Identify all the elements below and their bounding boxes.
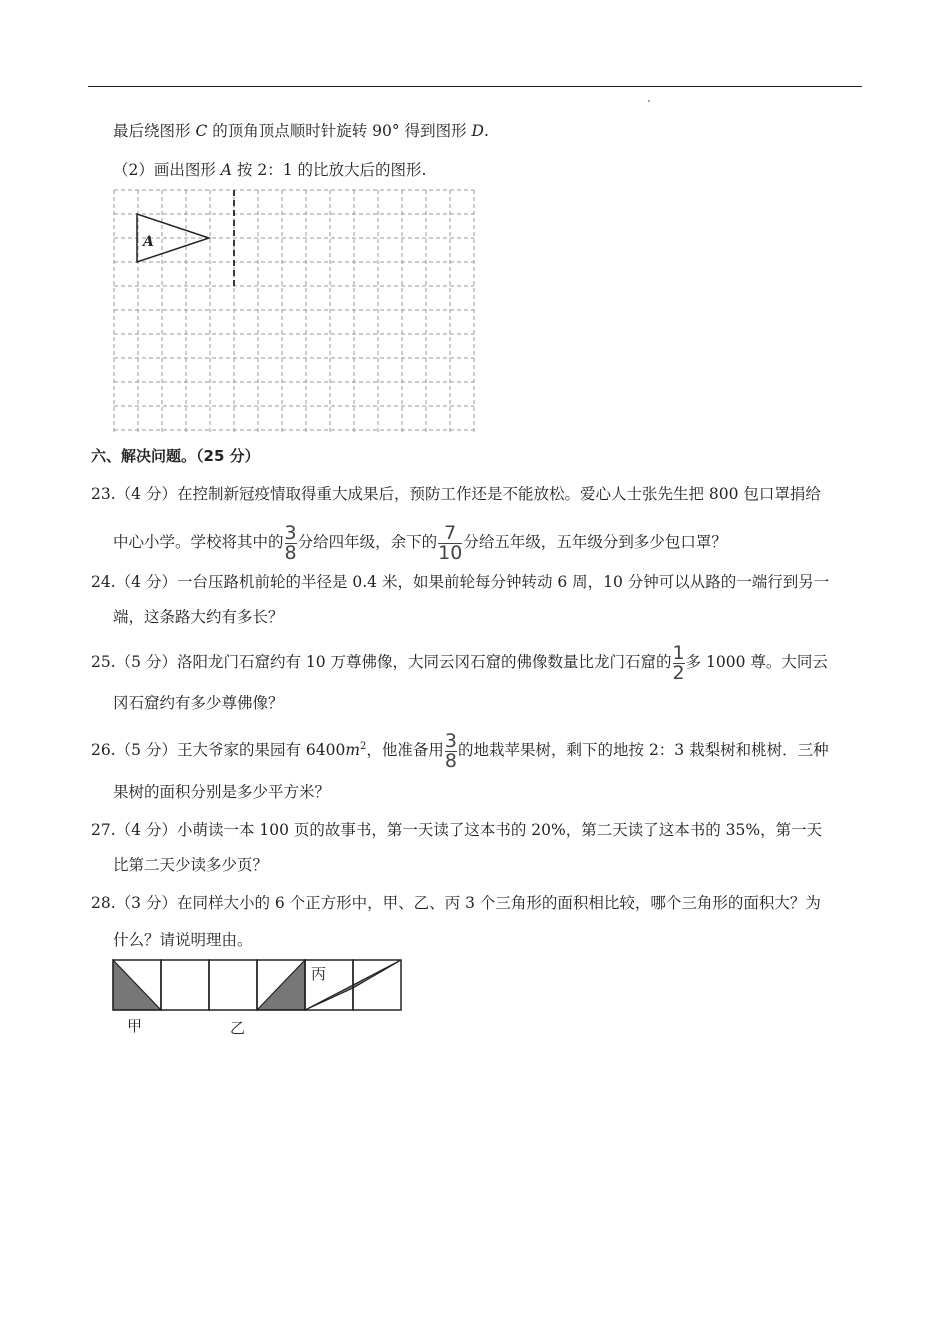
label-yi: 乙	[230, 1019, 246, 1037]
fraction-3-8: $\frac{3}{8}$	[444, 729, 458, 772]
q25-line1: 25.（5 分）洛阳龙门石窟约有 10 万尊佛像，大同云冈石窟的佛像数量比龙门石窟的 $\frac{1}{2}$ 多 1000 尊。大同云	[91, 641, 828, 684]
prev-question-line: 最后绕图形 C 的顶角顶点顺时针旋转 90° 得到图形 D.	[113, 122, 489, 140]
q23-line1: 23.（4 分）在控制新冠疫情取得重大成果后，预防工作还是不能放松。爱心人士张先生把 800 包口罩捐给	[91, 485, 821, 503]
square-6	[353, 960, 401, 1010]
q25-line2: 冈石窟约有多少尊佛像？	[113, 694, 284, 712]
label-jia: 甲	[127, 1017, 143, 1035]
header-dot	[648, 100, 650, 102]
fraction-3-8: $\frac{3}{8}$	[284, 521, 297, 564]
q28-line1: 28.（3 分）在同样大小的 6 个正方形中，甲、乙、丙 3 个三角形的面积相比较，哪个三角形的面积大？为	[91, 894, 821, 912]
q24-line1: 24.（4 分）一台压路机前轮的半径是 0.4 米，如果前轮每分钟转动 6 周，10 分钟可以从路的一端行到另一	[91, 573, 830, 591]
triangle-a-label: A	[143, 234, 154, 250]
triangle-jia	[113, 960, 161, 1010]
q23-line2: 中心小学。学校将其中的 $\frac{3}{8}$ 分给四年级，余下的 $\frac{7}{10}$ 分给五年级，五年级分到多少包口罩？	[113, 521, 727, 564]
fraction-7-10: $\frac{7}{10}$	[438, 521, 463, 564]
sub-question-2: （2）画出图形 A 按 2：1 的比放大后的图形.	[113, 161, 427, 179]
q27-line2: 比第二天少读多少页？	[113, 856, 269, 874]
square-2	[161, 960, 209, 1010]
q27-line1: 27.（4 分）小萌读一本 100 页的故事书，第一天读了这本书的 20%，第二天读了这本书的 35%，第一天	[91, 821, 823, 839]
q26-line1: 26.（5 分）王大爷家的果园有 $6400m^2$，他准备用 $\frac{3}{8}$ 的地栽苹果树，剩下的地按 2：3 栽梨树和桃树．三种	[91, 729, 829, 772]
six-squares-figure	[110, 955, 410, 1040]
square-grid	[112, 188, 478, 436]
q24-line2: 端，这条路大约有多长？	[113, 608, 284, 626]
label-bing: 丙	[311, 965, 327, 983]
square-3	[209, 960, 257, 1010]
q26-line2: 果树的面积分别是多少平方米？	[113, 783, 331, 801]
q28-line2: 什么？请说明理由。	[113, 931, 253, 949]
fraction-1-2: $\frac{1}{2}$	[672, 641, 685, 684]
header-rule	[88, 86, 862, 87]
section-title: 六、解决问题。（25 分）	[91, 447, 260, 465]
triangle-yi	[257, 960, 305, 1010]
